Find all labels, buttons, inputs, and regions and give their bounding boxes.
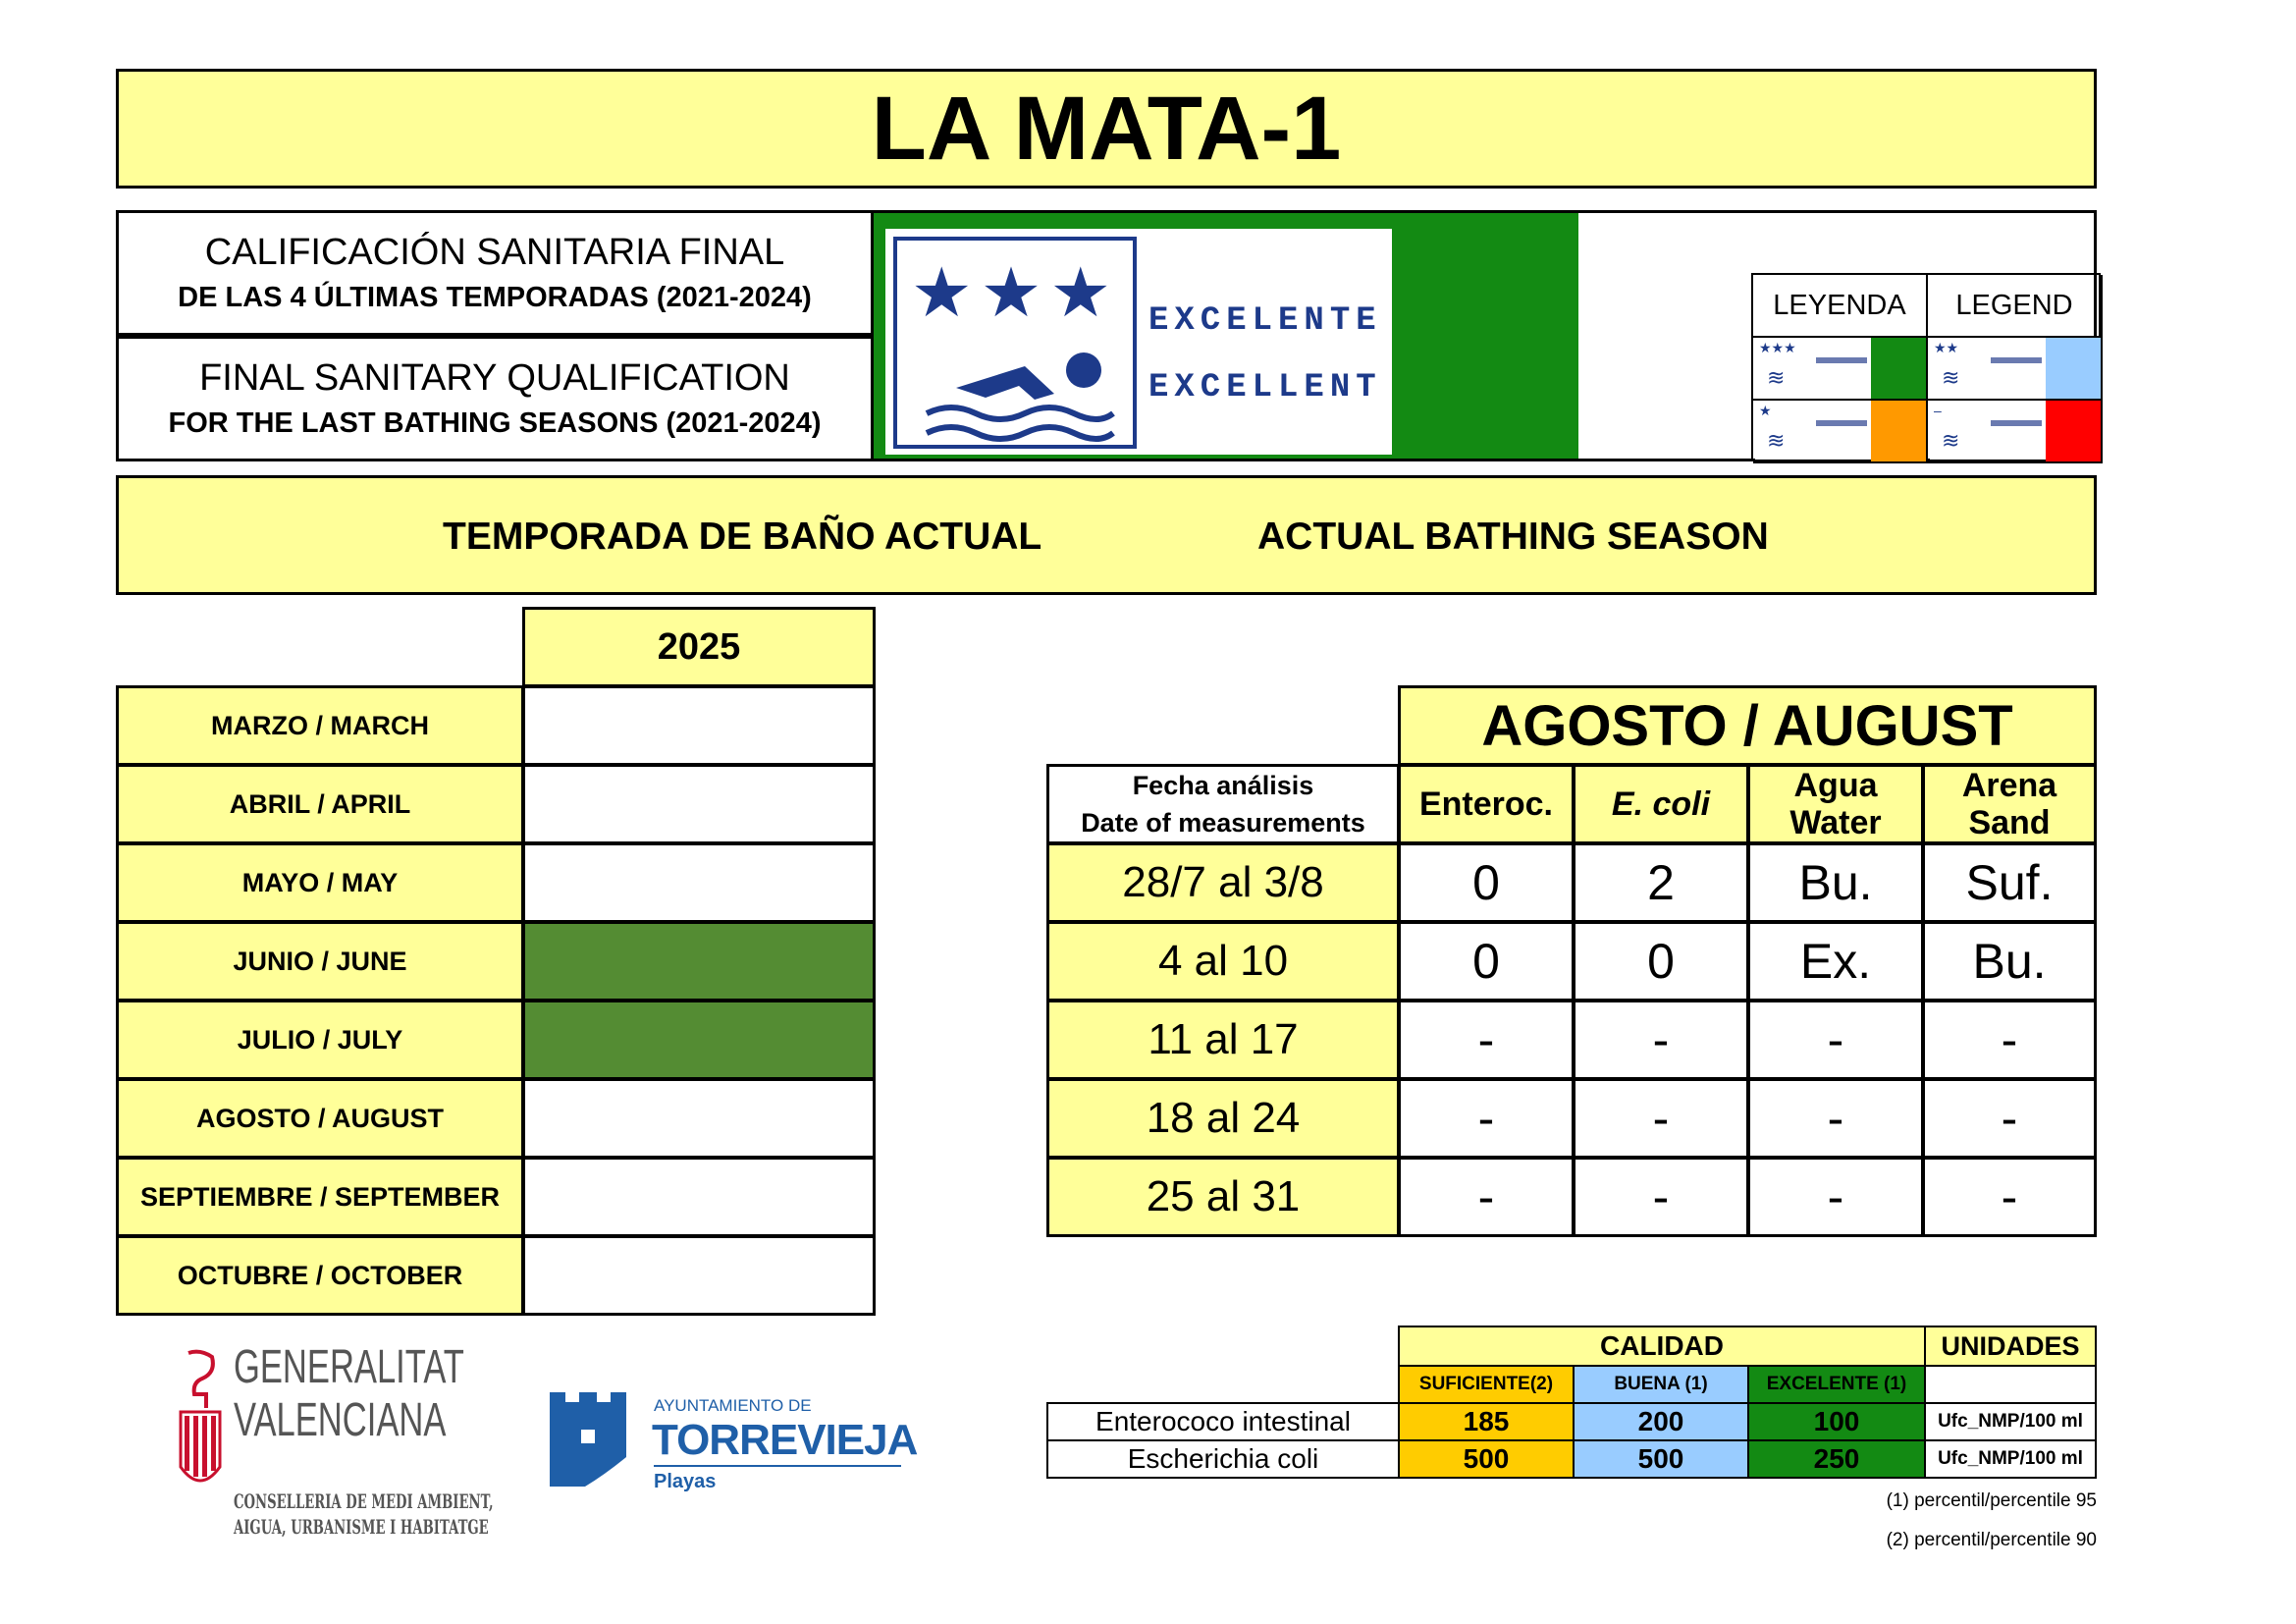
tv-sub: Playas — [654, 1471, 717, 1492]
legend-color-excellent — [1871, 338, 1926, 399]
row-enteroc: 0 — [1398, 842, 1575, 923]
row-date: 28/7 al 3/8 — [1046, 842, 1400, 923]
qualification-es — [116, 210, 874, 336]
month-label: MAYO / MAY — [116, 842, 524, 923]
row-sand: - — [1922, 1000, 2097, 1080]
header-water-en: Water — [1789, 804, 1882, 841]
header-water — [1747, 764, 1924, 844]
qualification-en — [116, 336, 874, 461]
row-date: 18 al 24 — [1046, 1078, 1400, 1159]
row-ecoli: - — [1573, 1157, 1749, 1237]
unidades-header: UNIDADES — [1924, 1326, 2097, 1367]
threshold-name: Enterococo intestinal — [1046, 1402, 1400, 1441]
qualification-es-title: CALIFICACIÓN SANITARIA FINAL — [204, 232, 785, 273]
threshold-suf: 500 — [1398, 1439, 1575, 1479]
row-ecoli: - — [1573, 1000, 1749, 1080]
header-enteroc — [1398, 764, 1575, 844]
footnote-2: (2) percentil/percentile 90 — [1886, 1530, 2097, 1550]
month-label: AGOSTO / AUGUST — [116, 1078, 524, 1159]
torrevieja-logo — [546, 1375, 918, 1502]
stars-icon: ★★★ — [1759, 340, 1796, 355]
year-header — [522, 607, 876, 687]
month-label: JUNIO / JUNE — [116, 921, 524, 1001]
qualification-badge — [885, 229, 1392, 455]
row-ecoli: - — [1573, 1078, 1749, 1159]
qualification-en-subtitle: FOR THE LAST BATHING SEASONS (2021-2024) — [168, 407, 822, 439]
month-label: MARZO / MARCH — [116, 685, 524, 766]
header-sand-en: Sand — [1968, 804, 2051, 841]
coat-of-arms-icon — [173, 1349, 228, 1496]
generalitat-valenciana-logo — [173, 1341, 494, 1547]
header-ecoli-label: E. coli — [1611, 785, 1711, 823]
row-enteroc: - — [1398, 1078, 1575, 1159]
gv-line1: GENERALITAT — [234, 1341, 464, 1393]
threshold-buena: 200 — [1573, 1402, 1749, 1441]
legend-table — [1751, 273, 2101, 461]
swimmer-icon: ≋ — [1942, 365, 1960, 390]
header-ecoli — [1573, 764, 1749, 844]
month-status — [522, 842, 876, 923]
threshold-unit: Ufc_NMP/100 ml — [1924, 1402, 2097, 1441]
month-status — [522, 685, 876, 766]
season-es: TEMPORADA DE BAÑO ACTUAL — [443, 515, 1042, 558]
qualification-es-subtitle: DE LAS 4 ÚLTIMAS TEMPORADAS (2021-2024) — [178, 282, 812, 313]
footnote-1: (1) percentil/percentile 95 — [1886, 1490, 2097, 1511]
legend-sufficient — [1753, 401, 1928, 463]
gv-sub2: AIGUA, URBANISME I HABITATGE — [234, 1515, 489, 1539]
row-date: 4 al 10 — [1046, 921, 1400, 1001]
row-sand: Bu. — [1922, 921, 2097, 1001]
row-ecoli: 0 — [1573, 921, 1749, 1001]
legend-color-good — [2046, 338, 2101, 399]
header-date — [1046, 764, 1400, 844]
threshold-suf: 185 — [1398, 1402, 1575, 1441]
calidad-header: CALIDAD — [1398, 1326, 1926, 1367]
row-water: - — [1747, 1000, 1924, 1080]
header-date-en: Date of measurements — [1081, 808, 1365, 838]
badge-label-es: EXCELENTE — [1148, 302, 1382, 340]
legend-color-sufficient — [1871, 401, 1926, 461]
header-date-es: Fecha análisis — [1132, 771, 1314, 800]
header-sand — [1922, 764, 2097, 844]
season-banner — [116, 475, 2097, 595]
stars-icon: ★ — [1759, 403, 1772, 418]
row-date: 11 al 17 — [1046, 1000, 1400, 1080]
row-water: - — [1747, 1078, 1924, 1159]
tv-small: AYUNTAMIENTO DE — [654, 1396, 812, 1415]
tv-big: TORREVIEJA — [652, 1416, 918, 1464]
header-enteroc-label: Enteroc. — [1418, 785, 1554, 823]
threshold-name: Escherichia coli — [1046, 1439, 1400, 1479]
season-en: ACTUAL BATHING SEASON — [1257, 515, 1769, 558]
month-status-excellent — [522, 921, 876, 1001]
month-status — [522, 1235, 876, 1316]
month-status — [522, 1078, 876, 1159]
stars-icon: ★★★ — [910, 254, 1120, 331]
row-sand: Suf. — [1922, 842, 2097, 923]
page-title — [116, 69, 2097, 189]
header-sand-es: Arena — [1961, 767, 2057, 804]
gv-department — [234, 1489, 494, 1540]
legend-good — [1928, 338, 2103, 401]
month-label: SEPTIEMBRE / SEPTEMBER — [116, 1157, 524, 1237]
row-enteroc: - — [1398, 1000, 1575, 1080]
legend-poor — [1928, 401, 2103, 463]
suficiente-header: SUFICIENTE(2) — [1398, 1365, 1575, 1404]
row-water: - — [1747, 1157, 1924, 1237]
legend-header-en: LEGEND — [1928, 275, 2103, 338]
row-sand: - — [1922, 1157, 2097, 1237]
excelente-header: EXCELENTE (1) — [1747, 1365, 1926, 1404]
row-date: 25 al 31 — [1046, 1157, 1400, 1237]
threshold-unit: Ufc_NMP/100 ml — [1924, 1439, 2097, 1479]
tv-divider — [654, 1465, 901, 1467]
legend-header-es: LEYENDA — [1753, 275, 1928, 338]
gv-line2: VALENCIANA — [234, 1394, 447, 1446]
beach-name: LA MATA-1 — [871, 78, 1342, 179]
year-label: 2025 — [657, 625, 741, 668]
qualification-badge-area — [874, 210, 1578, 461]
month-label: ABRIL / APRIL — [116, 764, 524, 844]
swimmer-icon: ≋ — [1767, 365, 1786, 390]
month-status — [522, 1157, 876, 1237]
row-sand: - — [1922, 1078, 2097, 1159]
row-enteroc: 0 — [1398, 921, 1575, 1001]
august-title-label: AGOSTO / AUGUST — [1481, 693, 2013, 758]
gv-name — [234, 1341, 464, 1447]
month-label: OCTUBRE / OCTOBER — [116, 1235, 524, 1316]
threshold-exc: 250 — [1747, 1439, 1926, 1479]
dash-icon: – — [1934, 403, 1942, 418]
tower-icon — [546, 1388, 630, 1490]
badge-label-en: EXCELLENT — [1148, 369, 1382, 406]
row-ecoli: 2 — [1573, 842, 1749, 923]
swimmer-icon — [917, 349, 1123, 443]
row-enteroc: - — [1398, 1157, 1575, 1237]
legend-excellent — [1753, 338, 1928, 401]
three-star-swimmer-icon — [893, 237, 1137, 449]
threshold-exc: 100 — [1747, 1402, 1926, 1441]
row-water: Ex. — [1747, 921, 1924, 1001]
stars-icon: ★★ — [1934, 340, 1959, 355]
month-status — [522, 764, 876, 844]
swimmer-icon: ≋ — [1942, 428, 1960, 453]
august-title — [1398, 685, 2097, 766]
qualification-en-title: FINAL SANITARY QUALIFICATION — [199, 357, 790, 399]
swimmer-icon: ≋ — [1767, 428, 1786, 453]
header-water-es: Agua — [1793, 767, 1878, 804]
unidades-blank — [1924, 1365, 2097, 1404]
threshold-buena: 500 — [1573, 1439, 1749, 1479]
gv-sub1: CONSELLERIA DE MEDI AMBIENT, — [234, 1489, 494, 1513]
badge-label — [1148, 288, 1382, 421]
month-status-excellent — [522, 1000, 876, 1080]
row-water: Bu. — [1747, 842, 1924, 923]
buena-header: BUENA (1) — [1573, 1365, 1749, 1404]
month-label: JULIO / JULY — [116, 1000, 524, 1080]
legend-color-poor — [2046, 401, 2101, 461]
